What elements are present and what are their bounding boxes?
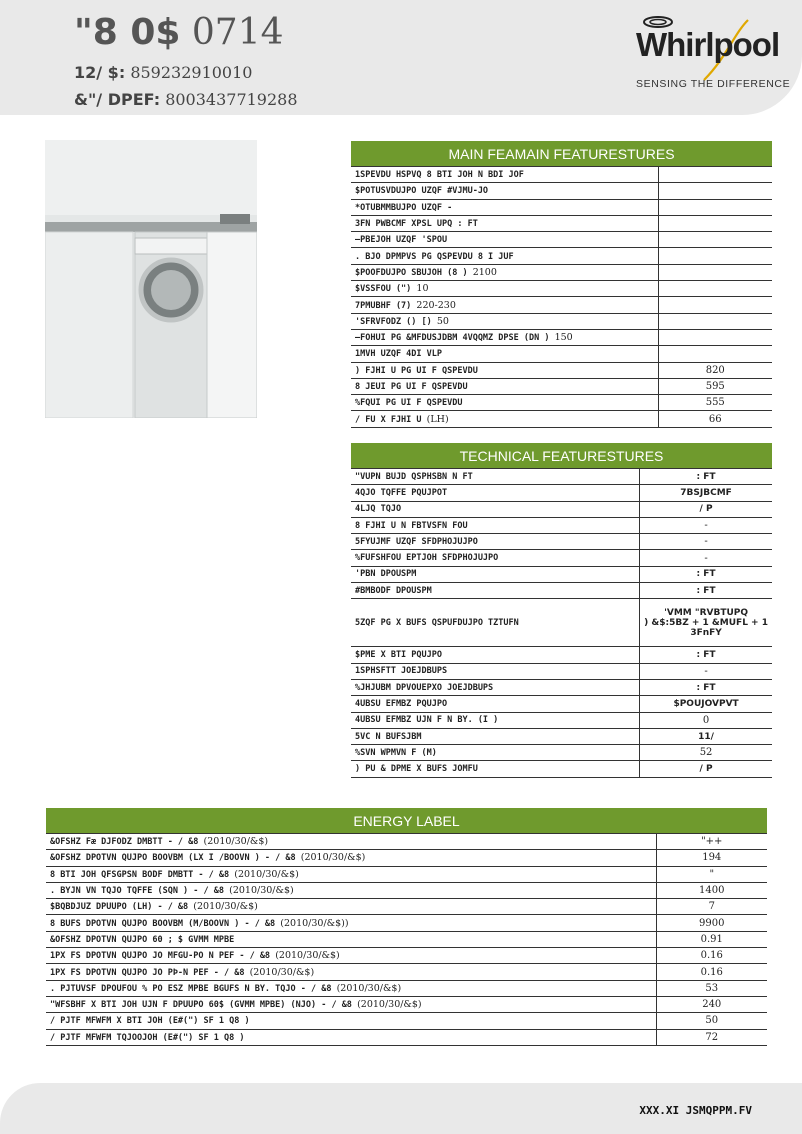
feature-name: $VSSFOU (")	[355, 284, 412, 295]
table-row	[351, 248, 772, 264]
energy-label-name	[46, 996, 656, 1012]
feature-label	[351, 167, 658, 183]
table-row	[351, 663, 772, 679]
feature-value	[658, 248, 772, 264]
feature-name: ) FJHI U PG UI F QSPEVDU	[355, 365, 478, 376]
id-label: 12/ $:	[74, 63, 126, 82]
table-row	[351, 550, 772, 566]
technical-features-table	[351, 443, 772, 778]
energy-label-name	[46, 882, 656, 898]
energy-label-name	[46, 899, 656, 915]
washing-machine-illustration	[45, 140, 257, 418]
feature-value	[658, 313, 772, 329]
energy-metric: 1PX FS DPOTVN QUJPO JO PÞ-N PEF - / &8	[50, 967, 245, 978]
feature-label: 5FYUJMF UZQF SFDPHOJUJPO	[351, 534, 640, 550]
energy-metric: / PJTF MFWFM X BTI JOH (E#(") SF 1 Q8 )	[50, 1016, 250, 1027]
feature-value	[658, 346, 772, 362]
energy-metric: 1PX FS DPOTVN QUJPO JO MFGU-PO N PEF - / &8	[50, 951, 271, 962]
feature-label: 4UBSU EFMBZ UJN F N BY. (I )	[351, 712, 640, 728]
feature-value: : FT	[640, 647, 772, 663]
feature-label	[351, 362, 658, 378]
id-value: 8003437719288	[165, 90, 298, 109]
energy-value: 0.91	[656, 931, 767, 947]
feature-label	[351, 232, 658, 248]
main-features-title: MAIN FEAMAIN FEATURESTURES	[351, 141, 772, 167]
feature-value-line: 'VMM "RVBTUPQ	[664, 607, 749, 618]
table-row	[351, 745, 772, 761]
feature-label: #BMBODF DPOUSPM	[351, 583, 640, 599]
feature-name: –FOHUI PG &MFDUSJDBM 4VQQMZ DPSE (DN )	[355, 333, 550, 344]
table-row	[351, 566, 772, 582]
feature-label	[351, 264, 658, 280]
table-row	[351, 313, 772, 329]
table-row	[351, 183, 772, 199]
feature-value: : FT	[640, 566, 772, 582]
energy-value: 9900	[656, 915, 767, 931]
energy-regulation-note: (2010/30/&$)	[275, 950, 340, 962]
feature-label: 4UBSU EFMBZ PQUJPO	[351, 696, 640, 712]
feature-value	[658, 329, 772, 345]
energy-value: 1400	[656, 882, 767, 898]
table-row	[351, 264, 772, 280]
feature-name: $POTUSVDUJPO UZQF #VJMU-JO	[355, 186, 489, 197]
feature-label	[351, 313, 658, 329]
feature-value: 555	[658, 395, 772, 411]
feature-label: %FUFSHFOU EPTJOH SFDPHOJUJPO	[351, 550, 640, 566]
energy-metric: / PJTF MFWFM TQJOOJOH (E#(") SF 1 Q8 )	[50, 1032, 245, 1043]
feature-label	[351, 329, 658, 345]
feature-value: 11/	[640, 728, 772, 744]
energy-label-table	[46, 808, 767, 1046]
feature-inline-value: 150	[554, 332, 573, 344]
feature-inline-value: (LH)	[426, 413, 449, 425]
feature-label	[351, 378, 658, 394]
feature-label	[351, 395, 658, 411]
feature-name: $POOFDUJPO SBUJOH (8 )	[355, 267, 468, 278]
table-row	[351, 485, 772, 501]
energy-label-name	[46, 915, 656, 931]
table-row	[351, 232, 772, 248]
feature-value: 7BSJBCMF	[640, 485, 772, 501]
energy-label-name	[46, 931, 656, 947]
table-row	[351, 679, 772, 695]
energy-value: 72	[656, 1029, 767, 1045]
feature-value: : FT	[640, 469, 772, 485]
table-row	[46, 1013, 767, 1029]
feature-name: . BJO DPMPVS PG QSPEVDU 8 I JUF	[355, 251, 514, 262]
table-row	[351, 728, 772, 744]
feature-label	[351, 248, 658, 264]
table-row	[351, 647, 772, 663]
energy-label-name	[46, 964, 656, 980]
table-row	[351, 583, 772, 599]
id-label: &"/ DPEF:	[74, 90, 161, 109]
energy-metric: &OFSHZ Fæ DJFODZ DMBTT - / &8	[50, 837, 199, 848]
energy-regulation-note: (2010/30/&$)	[249, 966, 315, 978]
table-row	[351, 281, 772, 297]
table-row	[351, 411, 772, 427]
product-photo	[45, 140, 257, 418]
table-row	[351, 501, 772, 517]
table-row	[351, 599, 772, 647]
feature-label	[351, 281, 658, 297]
feature-label: %SVN WPMVN F (M)	[351, 745, 640, 761]
table-row	[46, 948, 767, 964]
energy-label-title: ENERGY LABEL	[46, 808, 767, 834]
energy-value: 240	[656, 996, 767, 1012]
energy-label-name	[46, 1013, 656, 1029]
feature-label: %JHJUBM DPVOUEPXO JOEJDBUPS	[351, 679, 640, 695]
table-row	[351, 395, 772, 411]
table-row	[351, 761, 772, 777]
feature-value: 820	[658, 362, 772, 378]
table-row	[46, 850, 767, 866]
table-row	[351, 712, 772, 728]
table-row	[46, 899, 767, 915]
feature-name: 1SPEVDU HSPVQ 8 BTI JOH N BDI JOF	[355, 170, 524, 181]
feature-inline-value: 220-230	[416, 299, 456, 311]
feature-name: 'SFRVFODZ () [)	[355, 316, 432, 327]
table-row	[46, 834, 767, 850]
feature-label	[351, 215, 658, 231]
id-line-ean	[74, 90, 298, 109]
feature-value	[658, 167, 772, 183]
feature-label	[351, 346, 658, 362]
feature-label	[351, 411, 658, 427]
energy-value: 7	[656, 899, 767, 915]
feature-label: 4QJO TQFFE PQUJPOT	[351, 485, 640, 501]
feature-value: 66	[658, 411, 772, 427]
table-row	[46, 882, 767, 898]
feature-label: $PME X BTI PQUJPO	[351, 647, 640, 663]
feature-name: 7PMUBHF (7)	[355, 300, 412, 311]
model-title	[74, 12, 284, 53]
feature-value	[658, 297, 772, 313]
feature-name: 1MVH UZQF 4DI VLP	[355, 349, 442, 360]
energy-value: 50	[656, 1013, 767, 1029]
energy-regulation-note: (2010/30/&$)	[229, 885, 294, 897]
energy-metric: . BYJN VN TQJO TQFFE (SQN ) - / &8	[50, 886, 224, 897]
feature-name: %FQUI PG UI F QSPEVDU	[355, 398, 463, 409]
energy-regulation-note: (2010/30/&$)	[234, 868, 299, 880]
table-row	[351, 346, 772, 362]
energy-metric: . PJTUVSF DPOUFOU % PO ESZ MPBE BGUFS N BY. TQJO - / &8	[50, 983, 332, 994]
feature-name: –PBEJOH UZQF 'SPOU	[355, 235, 448, 246]
feature-value: -	[640, 550, 772, 566]
feature-value: : FT	[640, 583, 772, 599]
energy-regulation-note: (2010/30/&$)	[203, 836, 269, 848]
feature-value	[640, 599, 772, 647]
table-row	[46, 931, 767, 947]
energy-regulation-note: (2010/30/&$)	[357, 999, 422, 1011]
table-row	[46, 980, 767, 996]
feature-value: / P	[640, 761, 772, 777]
feature-value: 0	[640, 712, 772, 728]
feature-inline-value: 10	[416, 283, 429, 295]
table-row	[351, 469, 772, 485]
energy-label-name	[46, 834, 656, 850]
feature-name: / FU X FJHI U	[355, 414, 422, 425]
id-value: 859232910010	[130, 63, 253, 82]
table-row	[351, 696, 772, 712]
brand-name: Whirlpool	[636, 26, 780, 63]
energy-regulation-note: (2010/30/&$))	[280, 917, 349, 929]
table-row	[46, 1029, 767, 1045]
energy-value: "	[656, 866, 767, 882]
feature-inline-value: 50	[436, 315, 449, 327]
model-number: 0714	[191, 12, 284, 53]
table-row	[351, 215, 772, 231]
feature-label	[351, 183, 658, 199]
feature-label: 5VC N BUFSJBM	[351, 728, 640, 744]
feature-label: 4LJQ TQJO	[351, 501, 640, 517]
table-row	[46, 915, 767, 931]
energy-metric: &OFSHZ DPOTVN QUJPO BOOVBM (LX I /BOOVN ) - / &8	[50, 853, 296, 864]
feature-value	[658, 215, 772, 231]
feature-value: $POUJOVPVT	[640, 696, 772, 712]
energy-metric: &OFSHZ DPOTVN QUJPO 60 ; $ GVMM MPBE	[50, 934, 235, 945]
feature-label: 1SPHSFTT JOEJDBUPS	[351, 663, 640, 679]
energy-value: 53	[656, 980, 767, 996]
feature-value: 595	[658, 378, 772, 394]
feature-value-line: 3FnFY	[690, 627, 722, 638]
energy-label-name	[46, 948, 656, 964]
table-row	[351, 167, 772, 183]
feature-label: 'PBN DPOUSPM	[351, 566, 640, 582]
feature-value	[658, 264, 772, 280]
id-line-12nc	[74, 63, 252, 82]
brand-tagline: SENSING THE DIFFERENCE	[636, 78, 791, 90]
main-features-table	[351, 141, 772, 428]
energy-metric: "WFSBHF X BTI JOH UJN F DPUUPO 60$ (GVMM MPBE) (NJO) - / &8	[50, 1000, 352, 1011]
feature-value	[658, 232, 772, 248]
feature-label: 5ZQF PG X BUFS QSPUFDUJPO TZTUFN	[351, 599, 640, 647]
feature-value: -	[640, 534, 772, 550]
feature-value: / P	[640, 501, 772, 517]
feature-value	[658, 183, 772, 199]
feature-label	[351, 199, 658, 215]
feature-value	[658, 199, 772, 215]
feature-inline-value: 2100	[472, 266, 497, 278]
technical-features-title: TECHNICAL FEATURESTURES	[351, 443, 772, 469]
feature-name: 3FN PWBCMF XPSL UPQ : FT	[355, 219, 478, 230]
energy-metric: 8 BUFS DPOTVN QUJPO BOOVBM (M/BOOVN ) - / &8	[50, 918, 276, 929]
table-row	[351, 199, 772, 215]
feature-label: "VUPN BUJD QSPHSBN N FT	[351, 469, 640, 485]
feature-name: *OTUBMMBUJPO UZQF -	[355, 202, 453, 213]
table-row	[351, 329, 772, 345]
feature-label: 8 FJHI U N FBTVSFN FOU	[351, 517, 640, 533]
feature-value: -	[640, 663, 772, 679]
feature-label	[351, 297, 658, 313]
energy-value: 0.16	[656, 948, 767, 964]
footer-url[interactable]: XXX.XI JSMQPPM.FV	[639, 1104, 752, 1117]
table-row	[351, 362, 772, 378]
energy-label-name	[46, 980, 656, 996]
table-row	[351, 297, 772, 313]
feature-value: : FT	[640, 679, 772, 695]
energy-regulation-note: (2010/30/&$)	[336, 982, 402, 994]
energy-regulation-note: (2010/30/&$)	[193, 901, 258, 913]
energy-value: 0.16	[656, 964, 767, 980]
table-row	[46, 996, 767, 1012]
energy-label-name	[46, 1029, 656, 1045]
energy-label-name	[46, 866, 656, 882]
energy-value: 194	[656, 850, 767, 866]
energy-metric: $BQBDJUZ DPUUPO (LH) - / &8	[50, 902, 189, 913]
feature-value: 52	[640, 745, 772, 761]
feature-value: -	[640, 517, 772, 533]
table-row	[46, 964, 767, 980]
table-row	[351, 378, 772, 394]
whirlpool-logo	[630, 14, 791, 94]
table-row	[351, 517, 772, 533]
energy-label-name	[46, 850, 656, 866]
table-row	[46, 866, 767, 882]
feature-name: 8 JEUI PG UI F QSPEVDU	[355, 382, 468, 392]
feature-value-line: ) &$:5BZ + 1 &MUFL + 1	[644, 617, 768, 628]
model-prefix: "8 0$	[74, 12, 181, 53]
table-row	[351, 534, 772, 550]
feature-value	[658, 281, 772, 297]
feature-label: ) PU & DPME X BUFS JOMFU	[351, 761, 640, 777]
energy-value: "++	[656, 834, 767, 850]
energy-regulation-note: (2010/30/&$)	[300, 852, 366, 864]
energy-metric: 8 BTI JOH QFSGPSN BODF DMBTT - / &8	[50, 869, 230, 880]
